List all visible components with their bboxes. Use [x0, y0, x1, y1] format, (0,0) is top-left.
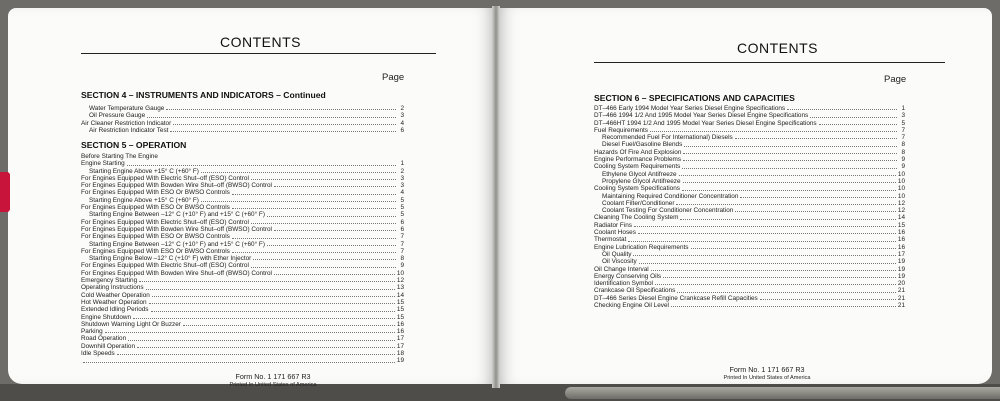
toc-entry-page: 17 — [897, 250, 905, 258]
toc-leader-dots — [655, 283, 896, 285]
toc-entry-title: Parking — [81, 328, 103, 336]
toc-entry-page: 19 — [897, 265, 905, 273]
toc-leader-dots — [146, 288, 395, 290]
left-title-rule — [81, 53, 436, 54]
toc-entry — [81, 343, 404, 350]
toc-entry — [81, 153, 404, 160]
toc-entry-page: 3 — [901, 112, 905, 120]
toc-entry — [81, 197, 404, 204]
toc-entry-title: Diesel Fuel/Gasoline Blends — [602, 141, 683, 149]
toc-entry — [594, 127, 905, 134]
left-section-5-heading: SECTION 5 – OPERATION — [81, 140, 187, 150]
toc-entry-page: 5 — [400, 211, 404, 219]
toc-leader-dots — [201, 171, 396, 173]
toc-entry-page: 8 — [901, 141, 905, 149]
toc-leader-dots — [105, 331, 395, 333]
toc-leader-dots — [117, 353, 395, 355]
toc-leader-dots — [677, 291, 896, 293]
toc-entry-page: 12 — [897, 199, 905, 207]
toc-entry — [594, 236, 905, 243]
toc-entry-page: 5 — [400, 196, 404, 204]
toc-entry-title: Identification Symbol — [594, 280, 653, 288]
toc-entry-page: 13 — [396, 284, 404, 292]
toc-entry-page: 9 — [400, 262, 404, 270]
toc-entry-page: 21 — [897, 294, 905, 302]
toc-entry — [81, 357, 404, 364]
toc-entry-page: 9 — [901, 156, 905, 164]
toc-entry-title: Extended Idling Periods — [81, 306, 149, 314]
toc-entry-title: For Engines Equipped With Electric Shut–off (ESO) Control — [81, 218, 249, 226]
right-form-number: Form No. 1 171 667 R3 — [729, 365, 805, 374]
toc-entry — [594, 112, 905, 119]
toc-leader-dots — [232, 207, 396, 209]
toc-entry-page: 15 — [396, 298, 404, 306]
toc-entry-page: 10 — [396, 269, 404, 277]
toc-entry-page: 18 — [396, 350, 404, 358]
toc-entry-title: Engine Shutdown — [81, 313, 132, 321]
toc-entry-page: 7 — [400, 233, 404, 241]
right-title-rule — [594, 62, 945, 63]
toc-entry-title: For Engines Equipped With Electric Shut–off (ESO) Control — [81, 174, 249, 182]
right-page — [497, 8, 992, 384]
toc-entry — [594, 207, 905, 214]
toc-entry-title: Starting Engine Above +15° C (+60° F) — [89, 167, 199, 175]
toc-entry — [594, 200, 905, 207]
toc-entry-page: 3 — [400, 174, 404, 182]
toc-entry-page: 2 — [400, 167, 404, 175]
toc-entry — [81, 299, 404, 306]
toc-entry-page: 16 — [396, 320, 404, 328]
toc-entry-title: Coolant Hoses — [594, 229, 636, 237]
toc-entry-title: Recommended Fuel For International) Diesels — [602, 134, 733, 142]
toc-entry-title: Starting Engine Below –12° C (+10° F) with Ether Injector — [89, 255, 252, 263]
toc-leader-dots — [267, 244, 396, 246]
toc-entry-title: DT–466HT 1994 1/2 And 1995 Model Year Series Diesel Engine Specifications — [594, 119, 817, 127]
toc-entry-title: Starting Engine Between –12° C (+10° F) and +15° C (+60° F) — [89, 240, 265, 248]
toc-leader-dots — [671, 305, 896, 307]
toc-entry-title: Ethylene Glycol Antifreeze — [602, 170, 677, 178]
toc-leader-dots — [663, 276, 896, 278]
toc-entry — [81, 241, 404, 248]
toc-entry — [81, 321, 404, 328]
toc-leader-dots — [173, 123, 396, 125]
toc-leader-dots — [183, 324, 395, 326]
toc-leader-dots — [683, 152, 897, 154]
toc-entry-page: 14 — [897, 214, 905, 222]
toc-entry-title: Maintaining Required Conditioner Concentration — [602, 192, 739, 200]
left-section-4-heading: SECTION 4 – INSTRUMENTS AND INDICATORS – Continued — [81, 90, 326, 100]
toc-entry — [81, 105, 404, 112]
toc-entry — [594, 295, 905, 302]
toc-entry — [81, 328, 404, 335]
toc-entry — [81, 284, 404, 291]
toc-entry — [594, 280, 905, 287]
toc-entry-title: Cooling System Specifications — [594, 185, 680, 193]
toc-leader-dots — [251, 178, 396, 180]
toc-leader-dots — [201, 200, 396, 202]
toc-entry-page: 4 — [400, 189, 404, 197]
toc-entry-page: 5 — [400, 204, 404, 212]
pen — [565, 387, 1000, 399]
toc-entry-page: 3 — [400, 182, 404, 190]
toc-entry-page: 4 — [400, 119, 404, 127]
left-form-number: Form No. 1 171 667 R3 — [235, 372, 311, 381]
toc-entry-page: 8 — [400, 255, 404, 263]
toc-leader-dots — [760, 298, 896, 300]
toc-leader-dots — [232, 193, 396, 195]
toc-leader-dots — [650, 130, 897, 132]
toc-entry-title: Cold Weather Operation — [81, 291, 150, 299]
toc-entry — [594, 185, 905, 192]
toc-entry-page: 16 — [897, 243, 905, 251]
toc-entry-title: Hot Weather Operation — [81, 298, 147, 306]
toc-entry — [81, 270, 404, 277]
toc-entry — [81, 292, 404, 299]
toc-entry — [81, 160, 404, 167]
toc-entry-page: 7 — [901, 134, 905, 142]
toc-entry-title: DT–466 Series Diesel Engine Crankcase Refill Capacities — [594, 294, 758, 302]
toc-entry-title: Engine Starting — [81, 160, 125, 168]
toc-leader-dots — [691, 247, 896, 249]
toc-entry — [81, 255, 404, 262]
toc-leader-dots — [253, 258, 396, 260]
right-contents-title: CONTENTS — [737, 40, 818, 56]
toc-leader-dots — [267, 215, 396, 217]
toc-entry-page: 10 — [897, 177, 905, 185]
toc-entry-title: Operating Instructions — [81, 284, 144, 292]
toc-entry-page: 19 — [897, 272, 905, 280]
toc-entry-page: 15 — [897, 221, 905, 229]
toc-entry-title: Downhill Operation — [81, 342, 135, 350]
toc-entry — [594, 222, 905, 229]
toc-entry-title: Water Temperature Gauge — [89, 105, 165, 112]
left-toc-list-b — [81, 153, 404, 365]
toc-entry-page: 6 — [400, 126, 404, 134]
toc-entry-page: 20 — [897, 280, 905, 288]
toc-entry-title: For Engines Equipped With Bowden Wire Shut–off (BWSO) Control — [81, 269, 272, 277]
toc-entry-title: DT–466 1994 1/2 And 1995 Model Year Series Diesel Engine Specifications — [594, 112, 809, 120]
toc-entry — [81, 168, 404, 175]
toc-entry — [81, 120, 404, 127]
toc-entry-title: Crankcase Oil Specifications — [594, 287, 676, 295]
toc-entry-title: Fuel Requirements — [594, 126, 648, 134]
toc-entry — [594, 134, 905, 141]
toc-entry-page: 15 — [396, 306, 404, 314]
toc-entry-page: 17 — [396, 335, 404, 343]
toc-entry-page: 5 — [901, 119, 905, 127]
toc-entry — [81, 127, 404, 134]
toc-entry — [594, 105, 905, 112]
left-page — [8, 8, 495, 388]
toc-leader-dots — [682, 167, 897, 169]
toc-leader-dots — [232, 251, 396, 253]
toc-entry — [594, 266, 905, 273]
toc-entry-title: Air Cleaner Restriction Indicator — [81, 119, 172, 127]
toc-leader-dots — [232, 237, 396, 239]
toc-entry — [594, 273, 905, 280]
left-printed-note: Printed In United States of America — [229, 382, 317, 388]
toc-entry-title: For Engines Equipped With Bowden Wire Shut–off (BWSO) Control — [81, 182, 272, 190]
toc-entry-title: For Engines Equipped With ESO Or BWSO Controls — [81, 189, 230, 197]
toc-leader-dots — [639, 262, 896, 264]
toc-leader-dots — [147, 116, 396, 118]
toc-entry-title: Shutdown Warning Light Or Buzzer — [81, 320, 181, 328]
toc-leader-dots — [139, 280, 395, 282]
toc-entry-page: 10 — [897, 170, 905, 178]
toc-leader-dots — [651, 269, 896, 271]
toc-leader-dots — [274, 273, 395, 275]
toc-leader-dots — [251, 222, 396, 224]
toc-entry-page: 12 — [897, 207, 905, 215]
toc-leader-dots — [127, 164, 396, 166]
toc-leader-dots — [740, 196, 895, 198]
toc-entry-page: 7 — [400, 240, 404, 248]
toc-entry-title: Radiator Fins — [594, 221, 633, 229]
toc-leader-dots — [83, 361, 395, 363]
toc-leader-dots — [133, 317, 395, 319]
toc-entry-page: 21 — [897, 287, 905, 295]
toc-entry — [594, 251, 905, 258]
toc-entry-page: 16 — [396, 328, 404, 336]
toc-entry-page: 8 — [901, 148, 905, 156]
toc-entry-title: Thermostat — [594, 236, 627, 244]
toc-entry — [81, 219, 404, 226]
toc-entry-title: For Engines Equipped With Electric Shut–off (ESO) Control — [81, 262, 249, 270]
toc-entry-title: For Engines Equipped With Bowden Wire Shut–off (BWSO) Control — [81, 225, 272, 233]
toc-entry-title: Before Starting The Engine — [81, 153, 158, 160]
toc-entry-title: Checking Engine Oil Level — [594, 302, 669, 310]
toc-entry-page: 9 — [901, 163, 905, 171]
toc-leader-dots — [682, 189, 896, 191]
toc-leader-dots — [634, 225, 896, 227]
toc-entry-title: Hazards Of Fire And Explosion — [594, 148, 682, 156]
toc-leader-dots — [680, 218, 895, 220]
toc-leader-dots — [170, 130, 396, 132]
toc-entry-page: 10 — [897, 185, 905, 193]
toc-entry-title: For Engines Equipped With ESO Or BWSO Controls — [81, 247, 230, 255]
toc-entry — [81, 189, 404, 196]
toc-entry-title: Cleaning The Cooling System — [594, 214, 679, 222]
right-page-label: Page — [884, 74, 907, 85]
toc-entry-page: 7 — [901, 126, 905, 134]
right-toc-list — [594, 105, 905, 309]
toc-entry — [81, 277, 404, 284]
toc-entry — [594, 287, 905, 294]
toc-entry — [594, 193, 905, 200]
toc-entry-page: 12 — [396, 277, 404, 285]
toc-entry-title: Propylene Glycol Antifreeze — [602, 177, 681, 185]
toc-entry-title: Coolant Filter/Conditioner — [602, 199, 675, 207]
toc-leader-dots — [149, 302, 395, 304]
toc-entry — [81, 350, 404, 357]
left-footer — [193, 372, 353, 388]
toc-leader-dots — [683, 159, 897, 161]
toc-entry — [594, 258, 905, 265]
toc-entry-page: 6 — [400, 225, 404, 233]
toc-entry-title: Emergency Starting — [81, 277, 138, 285]
toc-entry-page: 15 — [396, 313, 404, 321]
toc-entry-title: Oil Quality — [602, 250, 632, 258]
toc-entry — [594, 302, 905, 309]
toc-entry — [594, 120, 905, 127]
toc-entry — [594, 141, 905, 148]
toc-entry — [81, 112, 404, 119]
toc-entry-title: Starting Engine Above +15° C (+60° F) — [89, 196, 199, 204]
toc-entry-page: 19 — [396, 357, 404, 365]
toc-entry-title: Oil Viscosity — [602, 258, 637, 266]
toc-entry — [594, 214, 905, 221]
right-printed-note: Printed In United States of America — [723, 375, 811, 381]
toc-leader-dots — [683, 181, 896, 183]
toc-entry-page: 16 — [897, 236, 905, 244]
toc-leader-dots — [166, 108, 396, 110]
toc-entry — [81, 314, 404, 321]
book-gutter — [492, 6, 500, 388]
toc-entry — [594, 229, 905, 236]
toc-leader-dots — [638, 232, 896, 234]
toc-entry-page: 14 — [396, 291, 404, 299]
toc-leader-dots — [128, 339, 395, 341]
toc-entry-title: Engine Lubrication Requirements — [594, 243, 689, 251]
toc-entry-title: Starting Engine Between –12° C (+10° F) and +15° C (+60° F) — [89, 211, 265, 219]
toc-entry — [594, 178, 905, 185]
toc-leader-dots — [684, 145, 897, 147]
toc-entry-page: 17 — [396, 342, 404, 350]
toc-leader-dots — [810, 116, 897, 118]
toc-entry-title: Oil Pressure Gauge — [89, 112, 146, 120]
toc-leader-dots — [676, 203, 895, 205]
toc-entry-title: For Engines Equipped With ESO Or BWSO Controls — [81, 204, 230, 212]
toc-entry-page: 6 — [400, 218, 404, 226]
toc-entry-title: Coolant Testing For Conditioner Concentration — [602, 207, 734, 215]
toc-leader-dots — [735, 210, 896, 212]
toc-leader-dots — [152, 295, 395, 297]
toc-entry-page: 16 — [897, 229, 905, 237]
toc-entry — [594, 149, 905, 156]
toc-leader-dots — [628, 240, 896, 242]
toc-entry-page: 2 — [400, 105, 404, 112]
toc-entry-title: Air Restriction Indicator Test — [89, 126, 169, 134]
toc-entry — [81, 182, 404, 189]
toc-entry-title: Idle Speeds — [81, 350, 115, 358]
right-section-6-heading: SECTION 6 – SPECIFICATIONS AND CAPACITIES — [594, 93, 795, 103]
toc-leader-dots — [151, 310, 395, 312]
toc-entry-title: Road Operation — [81, 335, 127, 343]
toc-entry — [81, 211, 404, 218]
toc-entry-page: 19 — [897, 258, 905, 266]
left-page-label: Page — [382, 72, 405, 83]
toc-entry — [81, 175, 404, 182]
toc-leader-dots — [633, 254, 895, 256]
toc-entry — [81, 233, 404, 240]
toc-entry-page: 10 — [897, 192, 905, 200]
toc-leader-dots — [274, 229, 396, 231]
toc-entry — [81, 306, 404, 313]
toc-entry — [81, 335, 404, 342]
left-toc-list-a — [81, 105, 404, 134]
toc-entry — [594, 171, 905, 178]
toc-leader-dots — [735, 137, 897, 139]
toc-entry-page: 1 — [901, 105, 905, 112]
toc-entry-title: DT–466 Early 1994 Model Year Series Diesel Engine Specifications — [594, 105, 786, 112]
toc-leader-dots — [679, 174, 896, 176]
toc-leader-dots — [137, 346, 395, 348]
bookmark-ribbon — [0, 172, 10, 212]
right-footer — [687, 365, 847, 381]
toc-entry-title: For Engines Equipped With ESO Or BWSO Controls — [81, 233, 230, 241]
left-contents-title: CONTENTS — [220, 34, 301, 50]
toc-entry-title: Energy Conserving Oils — [594, 272, 662, 280]
toc-entry — [594, 163, 905, 170]
toc-entry-title: Engine Performance Problems — [594, 156, 682, 164]
toc-entry-page: 1 — [400, 160, 404, 168]
toc-leader-dots — [819, 123, 897, 125]
toc-entry — [81, 262, 404, 269]
toc-entry-title: Cooling System Requirements — [594, 163, 681, 171]
toc-entry-page: 3 — [400, 112, 404, 120]
toc-leader-dots — [787, 108, 897, 110]
toc-leader-dots — [251, 266, 396, 268]
toc-entry — [81, 226, 404, 233]
toc-entry-page: 21 — [897, 302, 905, 310]
toc-entry — [594, 156, 905, 163]
toc-entry-page: 7 — [400, 247, 404, 255]
toc-leader-dots — [274, 185, 396, 187]
toc-entry — [594, 244, 905, 251]
toc-entry-title: Oil Change Interval — [594, 265, 649, 273]
